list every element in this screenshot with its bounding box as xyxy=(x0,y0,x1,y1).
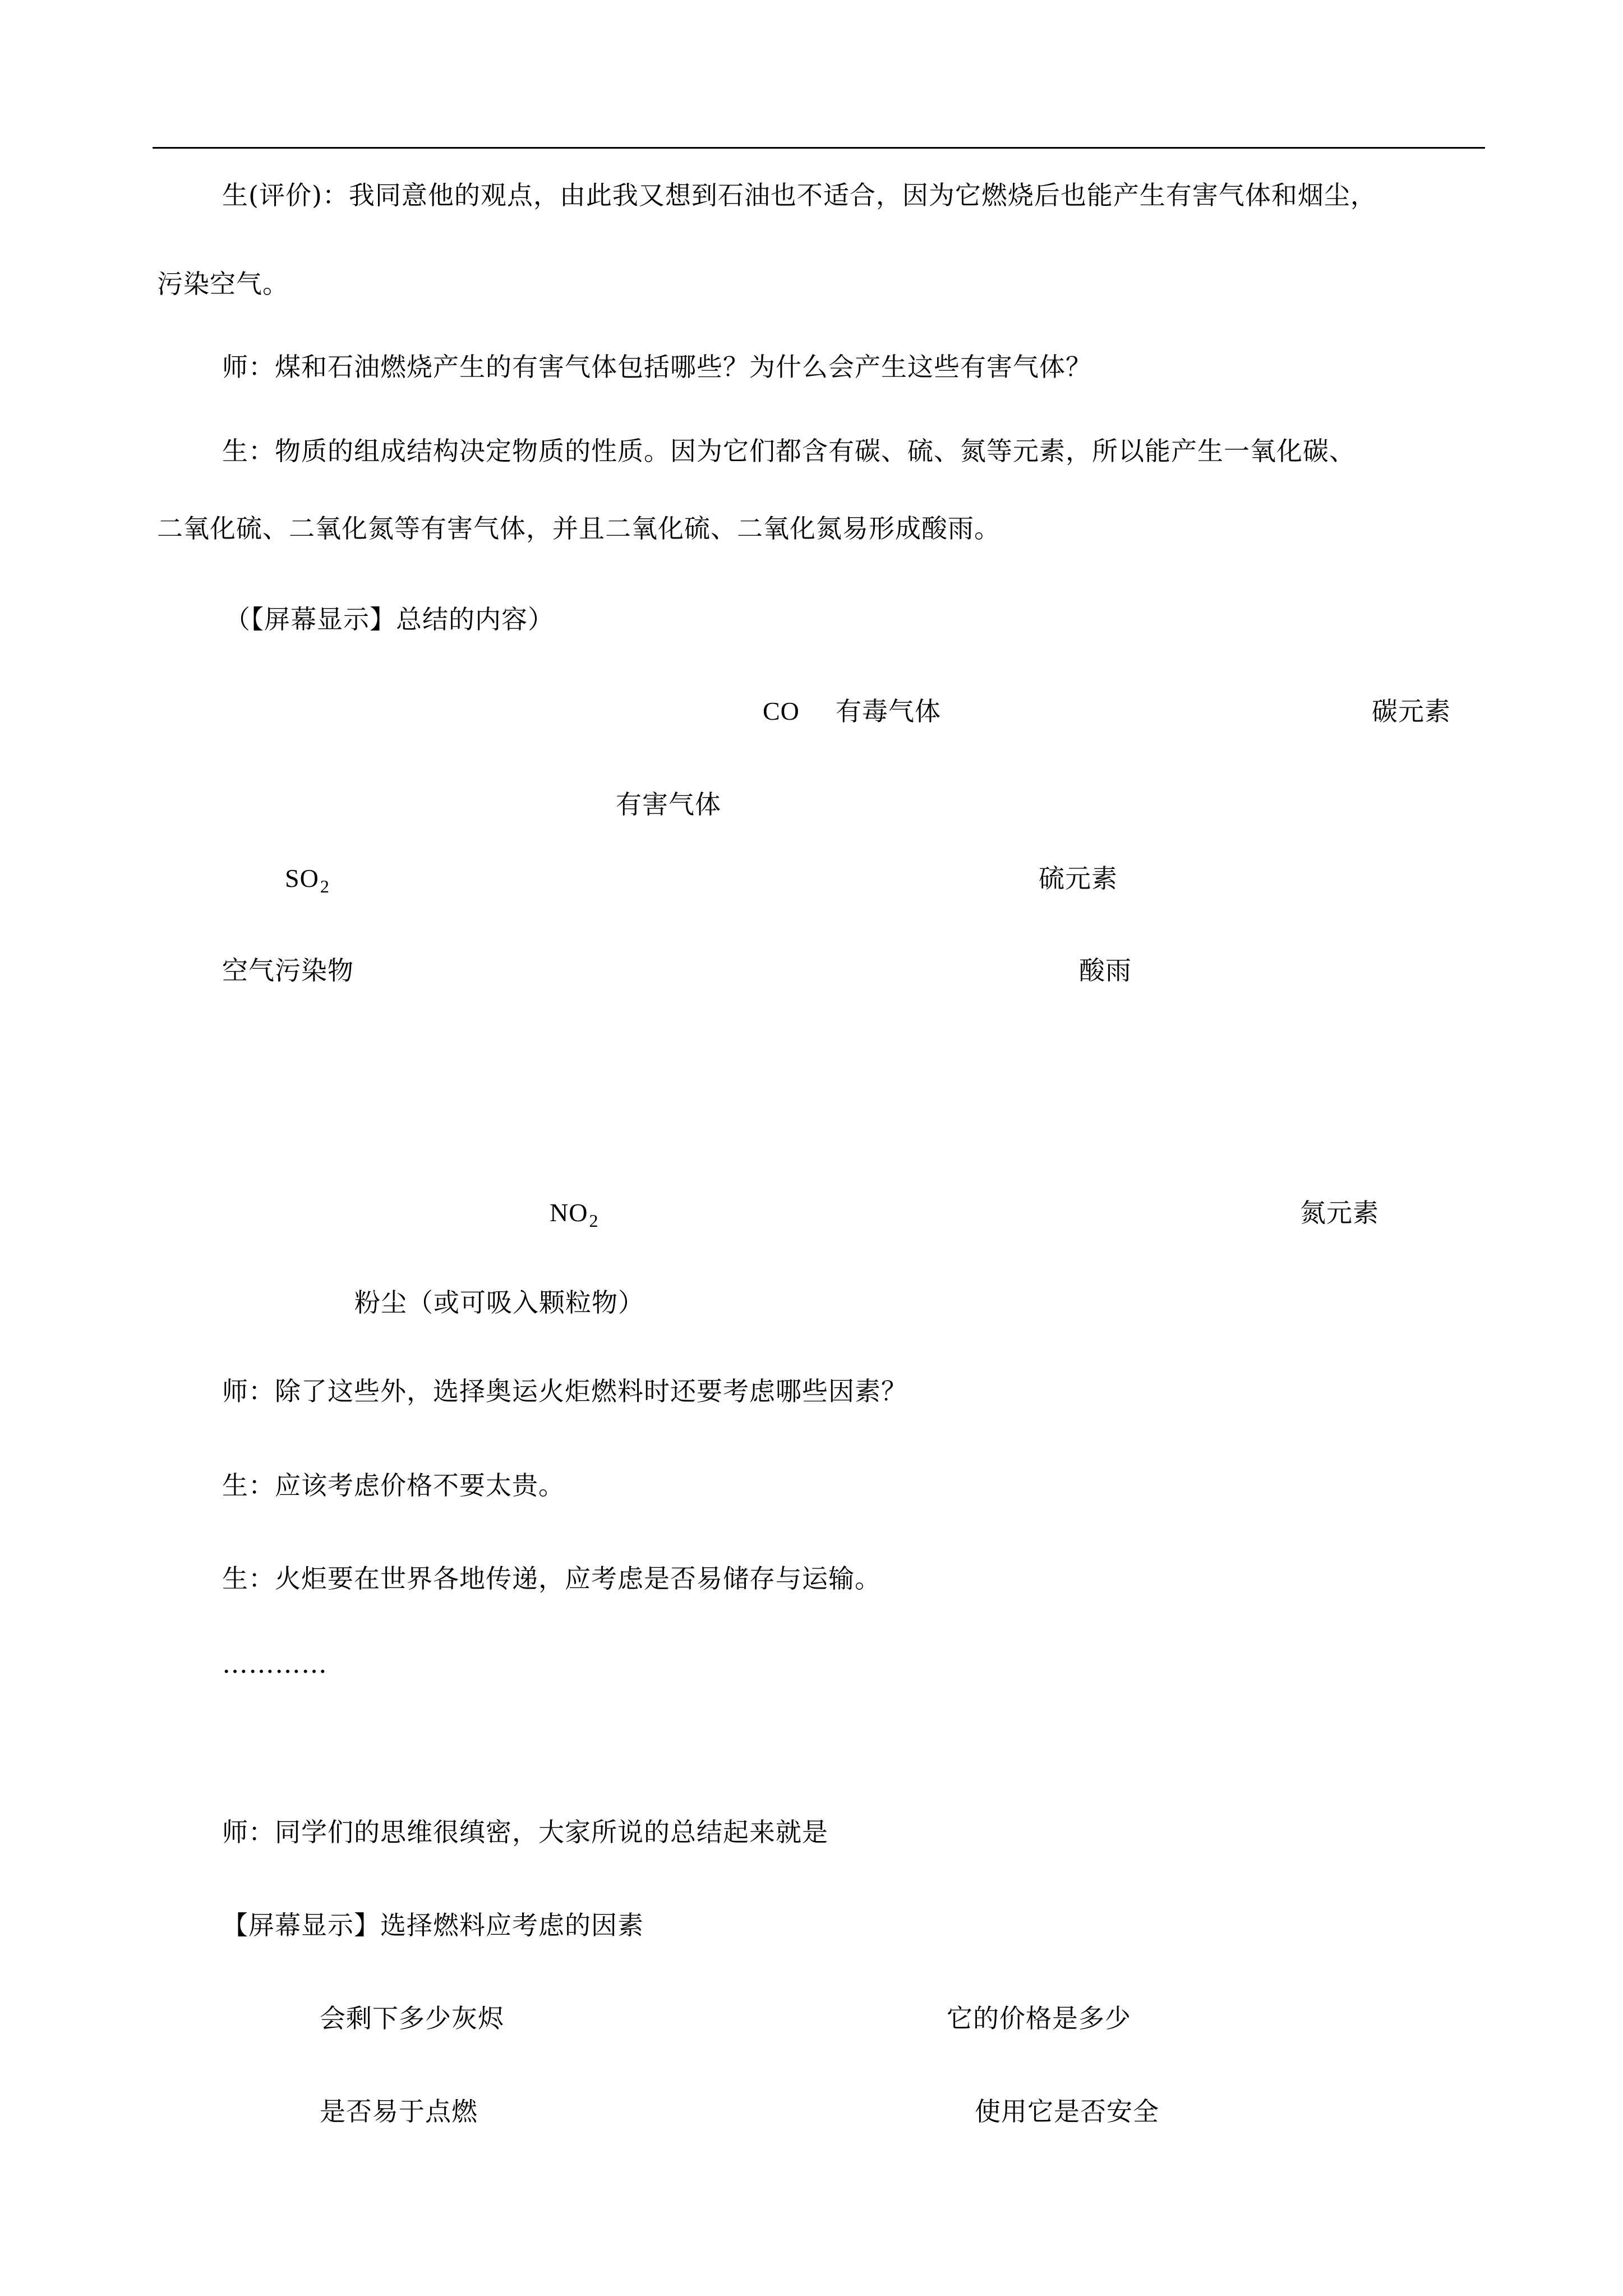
factor-ash: 会剩下多少灰烬 xyxy=(320,2003,504,2033)
dialogue-student-answer-line1: 生：物质的组成结构决定物质的性质。因为它们都含有碳、硫、氮等元素，所以能产生一氧化碳、 xyxy=(222,436,1355,466)
diagram-acid-rain: 酸雨 xyxy=(1079,955,1132,986)
screen-note-factors: 【屏幕显示】选择燃料应考虑的因素 xyxy=(222,1910,644,1940)
dialogue-student-evaluation-line2: 污染空气。 xyxy=(157,269,289,299)
diagram-no2: $NO_2$ xyxy=(550,1198,599,1231)
dialogue-teacher-other-factors: 师：除了这些外，选择奥运火炬燃料时还要考虑哪些因素？ xyxy=(222,1376,907,1406)
screen-note-summary: （【屏幕显示】总结的内容） xyxy=(224,604,554,634)
diagram-toxic-gas: 有毒气体 xyxy=(836,696,941,726)
dialogue-teacher-summary: 师：同学们的思维很缜密，大家所说的总结起来就是 xyxy=(222,1817,828,1847)
dialogue-ellipsis: ………… xyxy=(222,1649,328,1679)
diagram-carbon-element: 碳元素 xyxy=(1372,696,1451,726)
dialogue-teacher-question-gases: 师：煤和石油燃烧产生的有害气体包括哪些？为什么会产生这些有害气体？ xyxy=(222,352,1092,382)
diagram-nitrogen-element: 氮元素 xyxy=(1300,1198,1379,1228)
header-rule xyxy=(153,147,1485,149)
dialogue-student-answer-line2: 二氧化硫、二氧化氮等有害气体，并且二氧化硫、二氧化氮易形成酸雨。 xyxy=(157,513,1000,544)
dialogue-student-evaluation-line1: 生(评价)：我同意他的观点，由此我又想到石油也不适合，因为它燃烧后也能产生有害气体和烟尘， xyxy=(222,180,1377,210)
diagram-co: CO xyxy=(763,697,800,725)
factor-price: 它的价格是多少 xyxy=(947,2003,1131,2033)
factor-safety: 使用它是否安全 xyxy=(975,2096,1159,2127)
diagram-so2: $SO_2$ xyxy=(285,864,330,896)
diagram-harmful-gas: 有害气体 xyxy=(616,789,721,820)
diagram-air-pollutant: 空气污染物 xyxy=(222,955,354,986)
diagram-dust: 粉尘（或可吸入颗粒物） xyxy=(354,1287,644,1318)
factor-ignite: 是否易于点燃 xyxy=(320,2096,478,2127)
dialogue-student-price: 生：应该考虑价格不要太贵。 xyxy=(222,1470,565,1501)
diagram-sulfur-element: 硫元素 xyxy=(1039,863,1118,894)
dialogue-student-storage: 生：火炬要在世界各地传递，应考虑是否易储存与运输。 xyxy=(222,1563,881,1594)
